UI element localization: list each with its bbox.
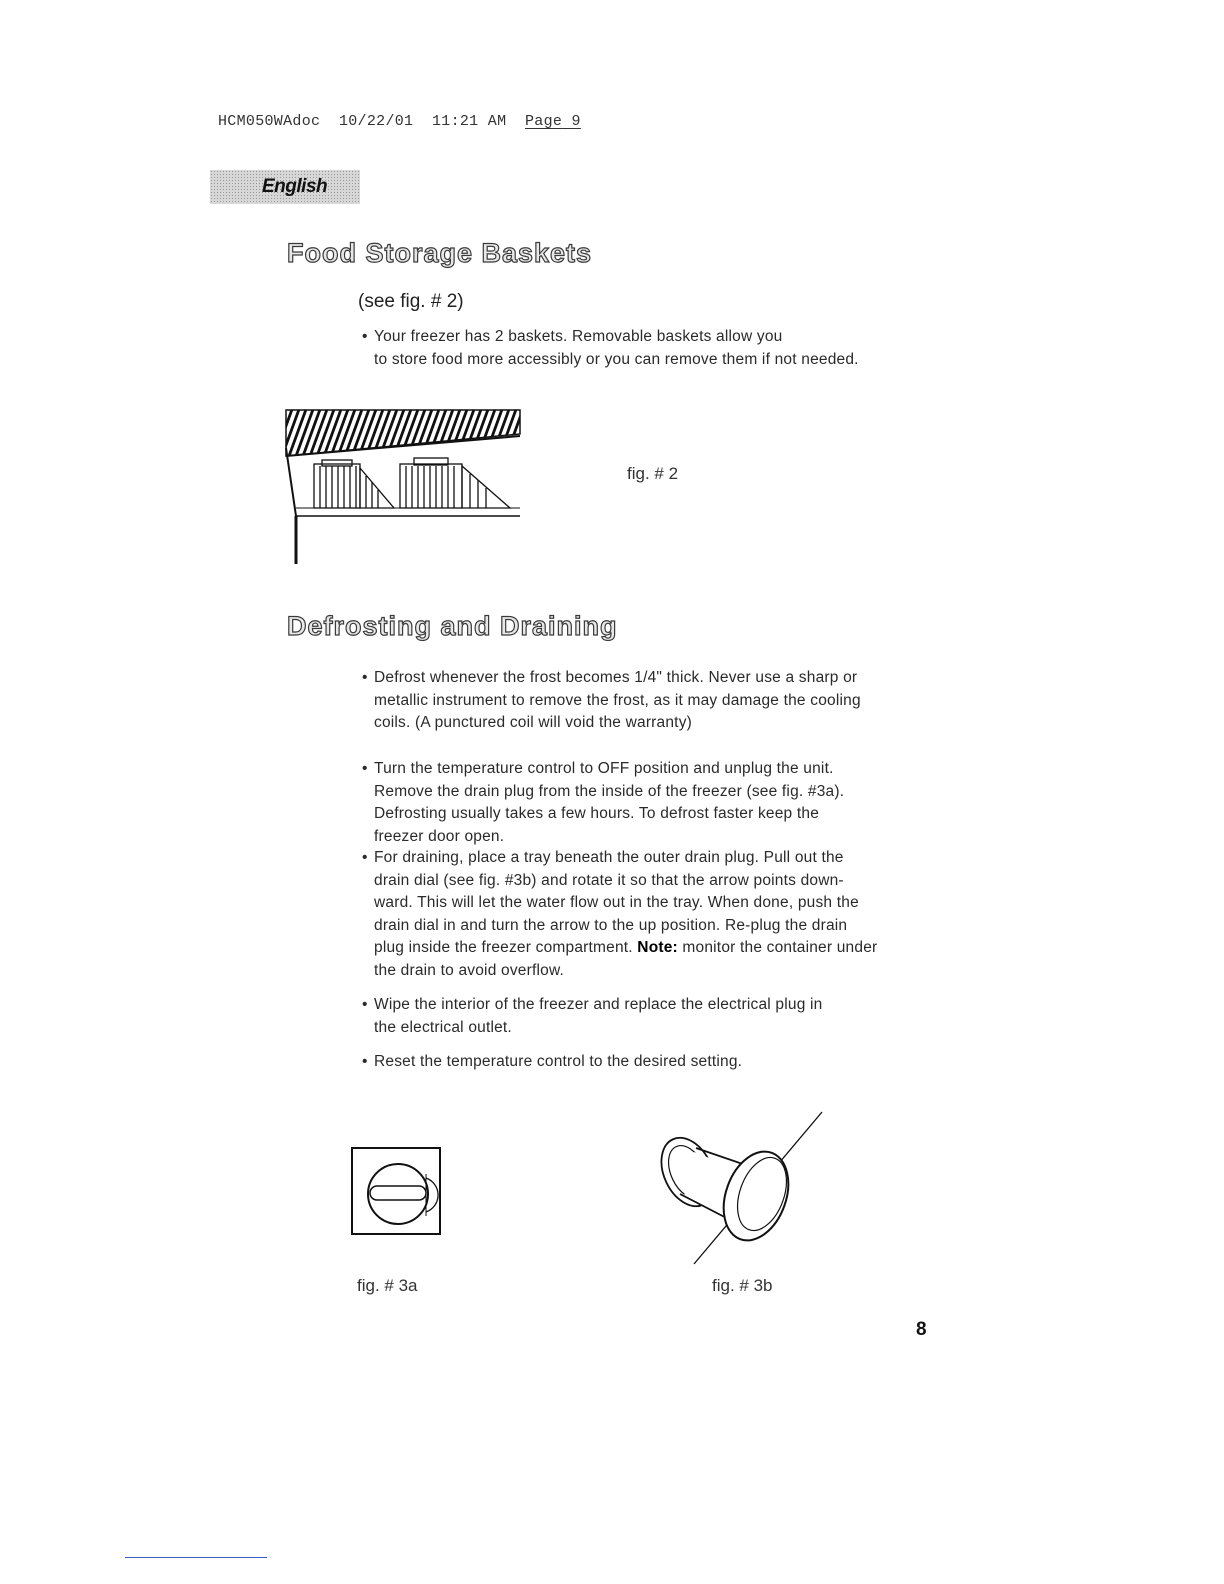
bullet-icon: •	[362, 1053, 368, 1070]
footer-rule	[125, 1557, 267, 1558]
bullet-icon: •	[362, 760, 368, 777]
list-item: • Wipe the interior of the freezer and replace the electrical plug in the electrical outlet.	[362, 996, 823, 1036]
header-page: Page 9	[525, 113, 581, 130]
bullet-icon: •	[362, 669, 368, 686]
figure-3b-caption: fig. # 3b	[712, 1276, 773, 1295]
header-filename: HCM050WAdoc	[218, 113, 321, 130]
list-item: • Turn the temperature control to OFF position and unplug the unit. Remove the drain plug from the inside of the freezer (see fig. #3a). Defrosting usually takes a few hours. To defrost faster keep the freezer door open.	[362, 760, 845, 845]
note-label: Note:	[637, 939, 678, 957]
bullet-icon: •	[362, 849, 368, 866]
list-item: • Defrost whenever the frost becomes 1/4" thick. Never use a sharp or metallic instrument to remove the frost, as it may damage the cooling coils. (A punctured coil will void the warranty)	[362, 669, 861, 732]
page-number: 8	[916, 1319, 927, 1340]
header-date: 10/22/01	[338, 113, 414, 130]
list-item: • For draining, place a tray beneath the outer drain plug. Pull out the drain dial (see fig. #3b) and rotate it so that the arrow points down- ward. This will let the water flow out in the tray. When done, push the drain dial in and turn the arrow to the up position. Re-plug the drain plug inside the freezer compartment. Note: monitor the container under the drain to avoid overflow.	[362, 849, 878, 979]
bullet-icon: •	[362, 996, 368, 1013]
figure-2-caption: fig. # 2	[627, 464, 679, 483]
list-item: • Reset the temperature control to the desired setting.	[362, 1051, 942, 1074]
drain-plug-illustration	[348, 1144, 458, 1239]
header-time: 11:21 AM	[431, 113, 507, 130]
section-title-defrosting: Defrosting and Draining	[287, 611, 618, 641]
section-title-food-storage: Food Storage Baskets	[287, 238, 593, 268]
bullet-icon: •	[362, 328, 368, 345]
freezer-baskets-illustration	[284, 408, 524, 568]
language-label: English	[262, 176, 328, 197]
list-item: • Your freezer has 2 baskets. Removable baskets allow you to store food more accessibly or you can remove them if not needed.	[362, 328, 859, 368]
document-header	[218, 113, 581, 130]
drain-dial-illustration	[650, 1108, 840, 1268]
see-figure-note: (see fig. # 2)	[358, 291, 464, 312]
figure-3a-caption: fig. # 3a	[357, 1276, 418, 1295]
